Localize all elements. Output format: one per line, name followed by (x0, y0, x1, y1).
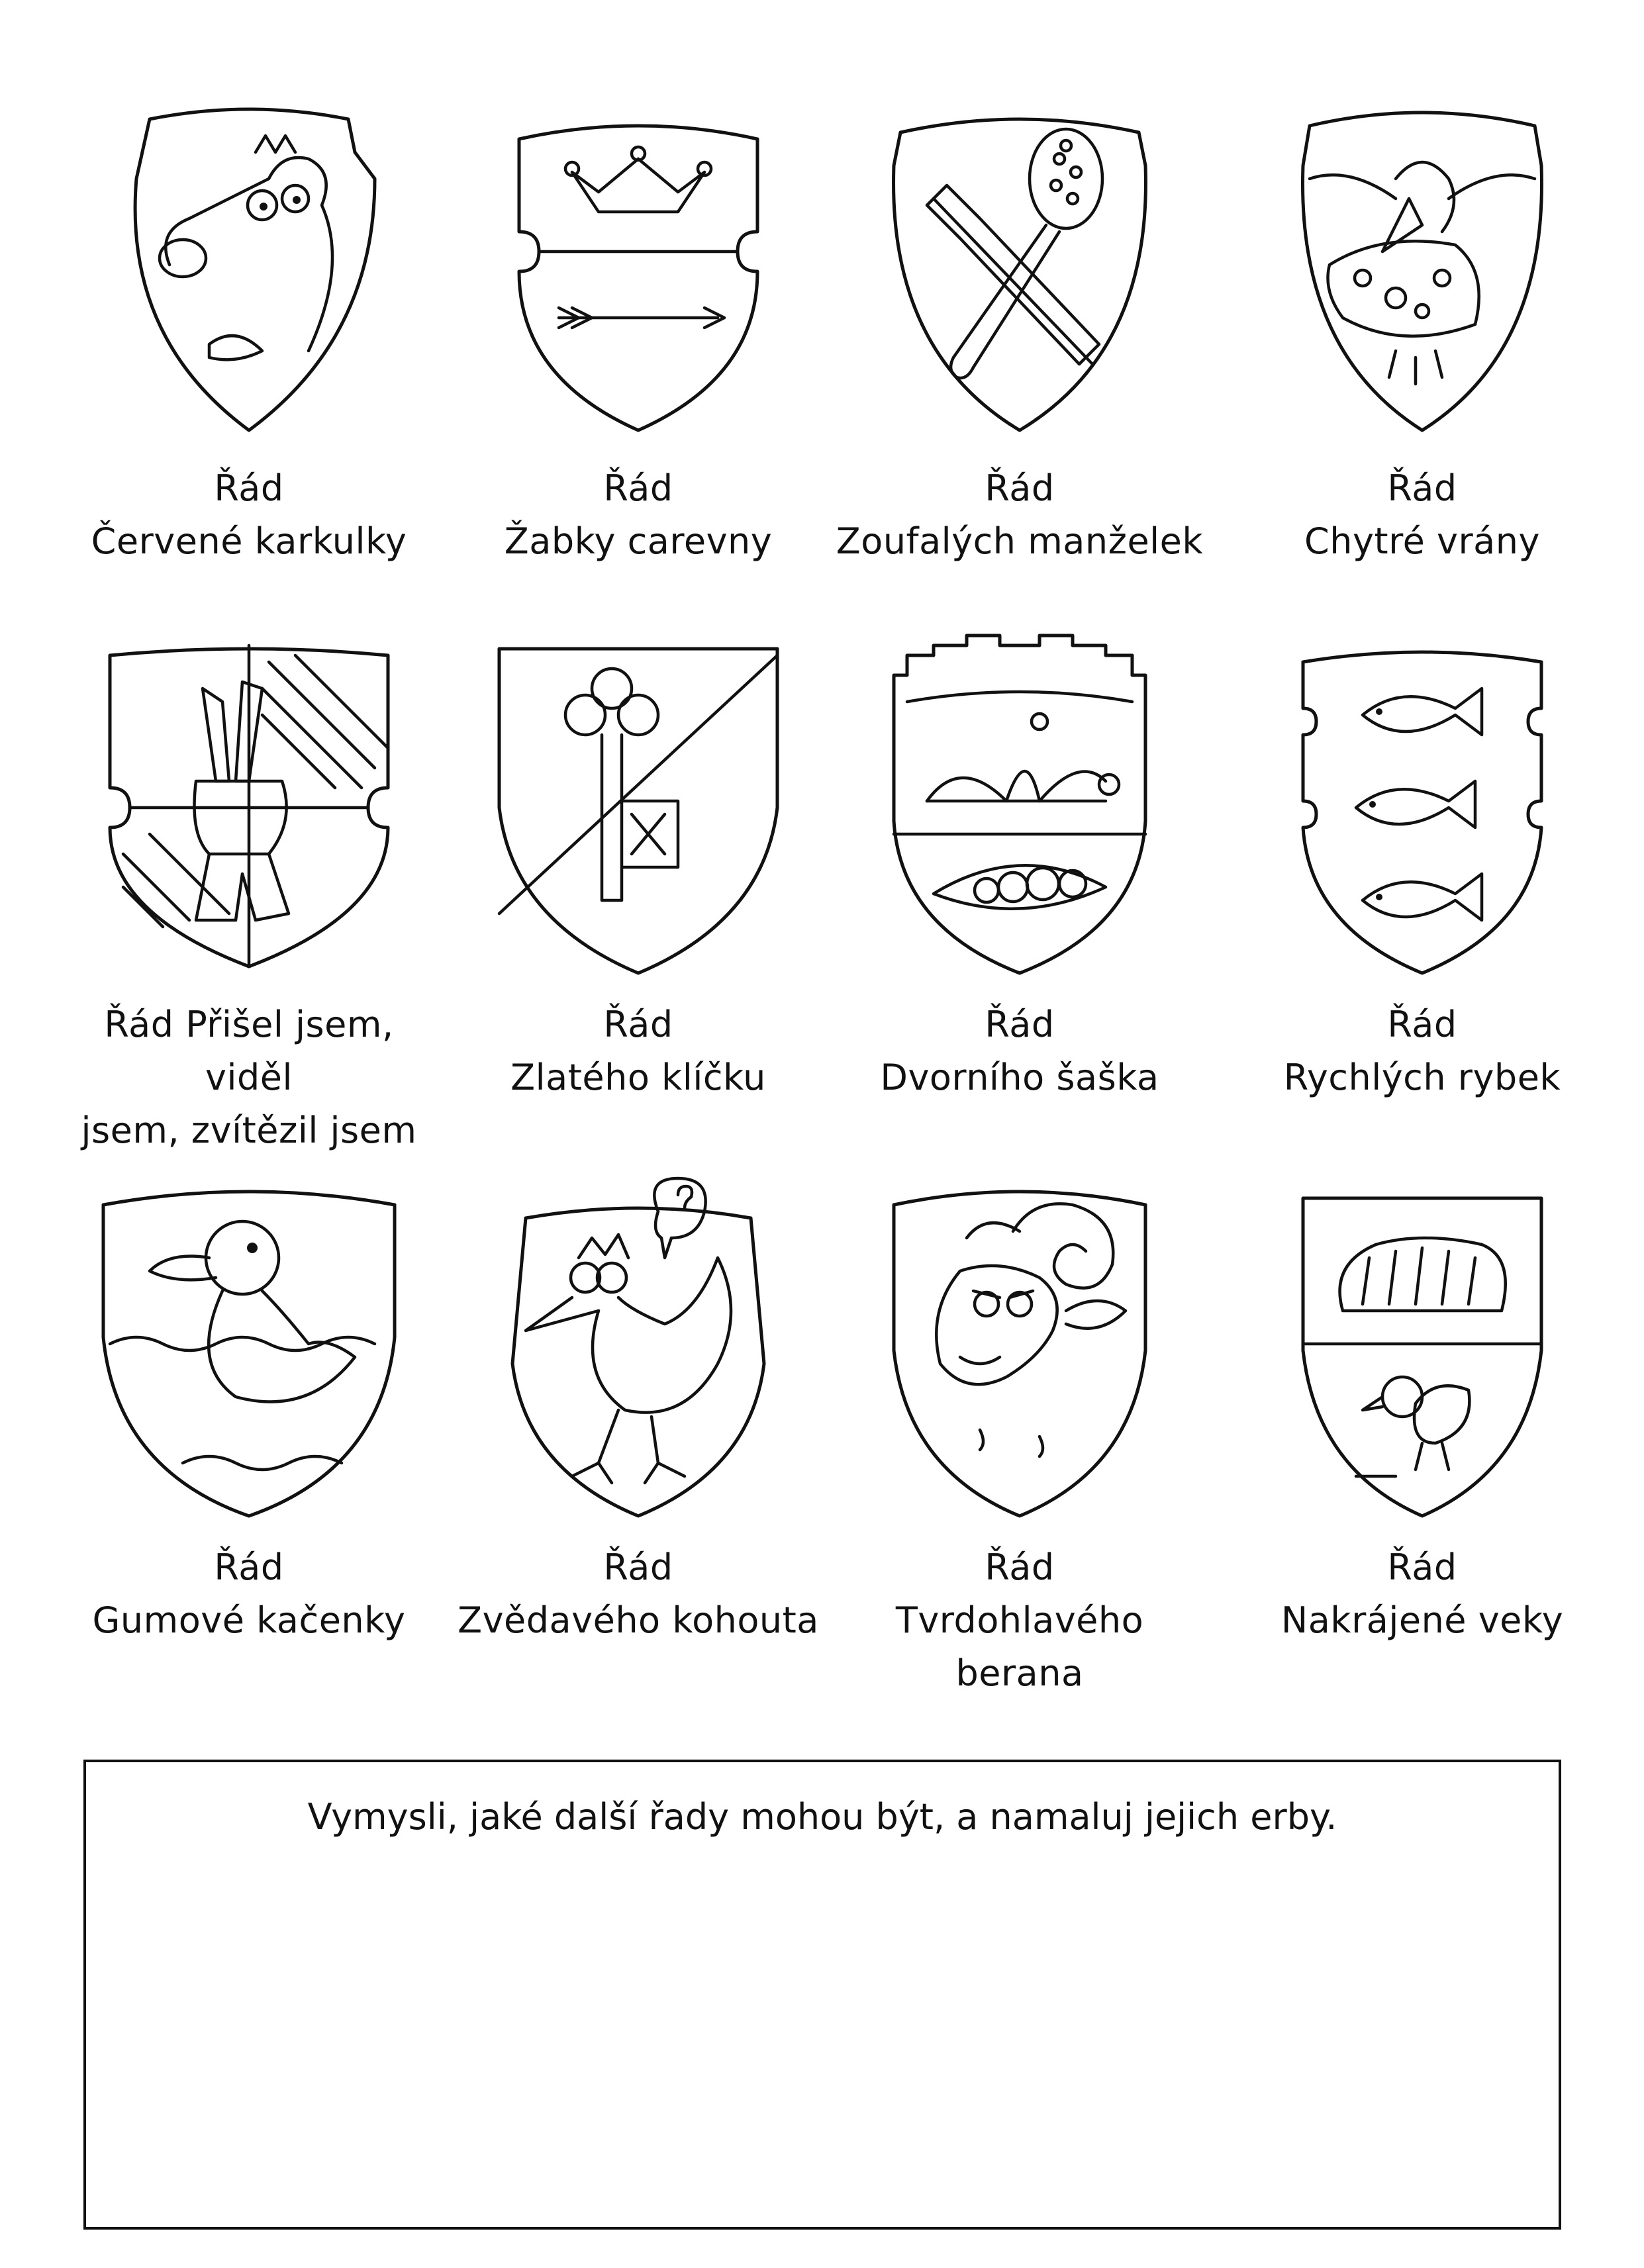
order-title: Řád (1387, 1004, 1457, 1045)
crown-arrow-icon (453, 99, 824, 444)
order-caption (64, 998, 434, 1157)
order-title: Řád (603, 1546, 673, 1588)
order-title: Řád (985, 467, 1055, 509)
order-caption (1237, 462, 1608, 568)
order-caption (453, 462, 824, 568)
order-card-3 (834, 99, 1205, 568)
order-caption (1237, 998, 1608, 1104)
order-caption (64, 1541, 434, 1647)
order-name: jsem, zvítězil jsem (81, 1110, 417, 1151)
order-card-8 (1237, 636, 1608, 1104)
order-title: Řád Přišel jsem, viděl (104, 1004, 394, 1098)
order-name: Žabky carevny (504, 520, 773, 562)
rubber-duck-icon (64, 1178, 434, 1523)
order-card-10 (453, 1178, 824, 1647)
order-card-9 (64, 1178, 434, 1647)
order-name: Gumové kačenky (92, 1599, 406, 1641)
order-card-2 (453, 99, 824, 568)
order-card-1 (64, 99, 434, 568)
victory-hand-icon (64, 636, 434, 980)
order-name: Rychlých rybek (1283, 1057, 1561, 1098)
rolling-pin-ladle-icon (834, 99, 1205, 444)
order-name: Tvrdohlavého berana (895, 1599, 1144, 1694)
order-caption (834, 1541, 1205, 1700)
order-name: Chytré vrány (1304, 520, 1540, 562)
order-title: Řád (214, 1546, 284, 1588)
order-caption (1237, 1541, 1608, 1647)
rooster-icon (453, 1178, 824, 1523)
bread-chick-icon (1237, 1178, 1608, 1523)
ram-icon (834, 1178, 1205, 1523)
drawing-task-box[interactable] (83, 1760, 1561, 2230)
order-name: Zvědavého kohouta (458, 1599, 819, 1641)
order-caption (834, 998, 1205, 1104)
order-caption (453, 1541, 824, 1647)
order-caption (64, 462, 434, 568)
order-title: Řád (603, 1004, 673, 1045)
order-name: Dvorního šaška (880, 1057, 1159, 1098)
order-title: Řád (985, 1004, 1055, 1045)
order-name: Zoufalých manželek (836, 520, 1204, 562)
order-card-7 (834, 636, 1205, 1104)
task-instruction: Vymysli, jaké další řady mohou být, a namaluj jejich erby. (307, 1796, 1337, 1838)
order-name: Zlatého klíčku (510, 1057, 766, 1098)
order-card-5 (64, 636, 434, 1157)
order-caption (834, 462, 1205, 568)
order-card-12 (1237, 1178, 1608, 1647)
order-title: Řád (1387, 467, 1457, 509)
jester-hat-pea-icon (834, 636, 1205, 980)
order-name: Nakrájené veky (1281, 1599, 1564, 1641)
order-title: Řád (1387, 1546, 1457, 1588)
order-card-11 (834, 1178, 1205, 1700)
order-title: Řád (214, 467, 284, 509)
key-icon (453, 636, 824, 980)
wolf-icon (64, 99, 434, 444)
three-fish-icon (1237, 636, 1608, 980)
order-card-6 (453, 636, 824, 1104)
crow-cheese-icon (1237, 99, 1608, 444)
order-card-4 (1237, 99, 1608, 568)
order-title: Řád (985, 1546, 1055, 1588)
order-title: Řád (603, 467, 673, 509)
order-caption (453, 998, 824, 1104)
order-name: Červené karkulky (91, 520, 407, 562)
